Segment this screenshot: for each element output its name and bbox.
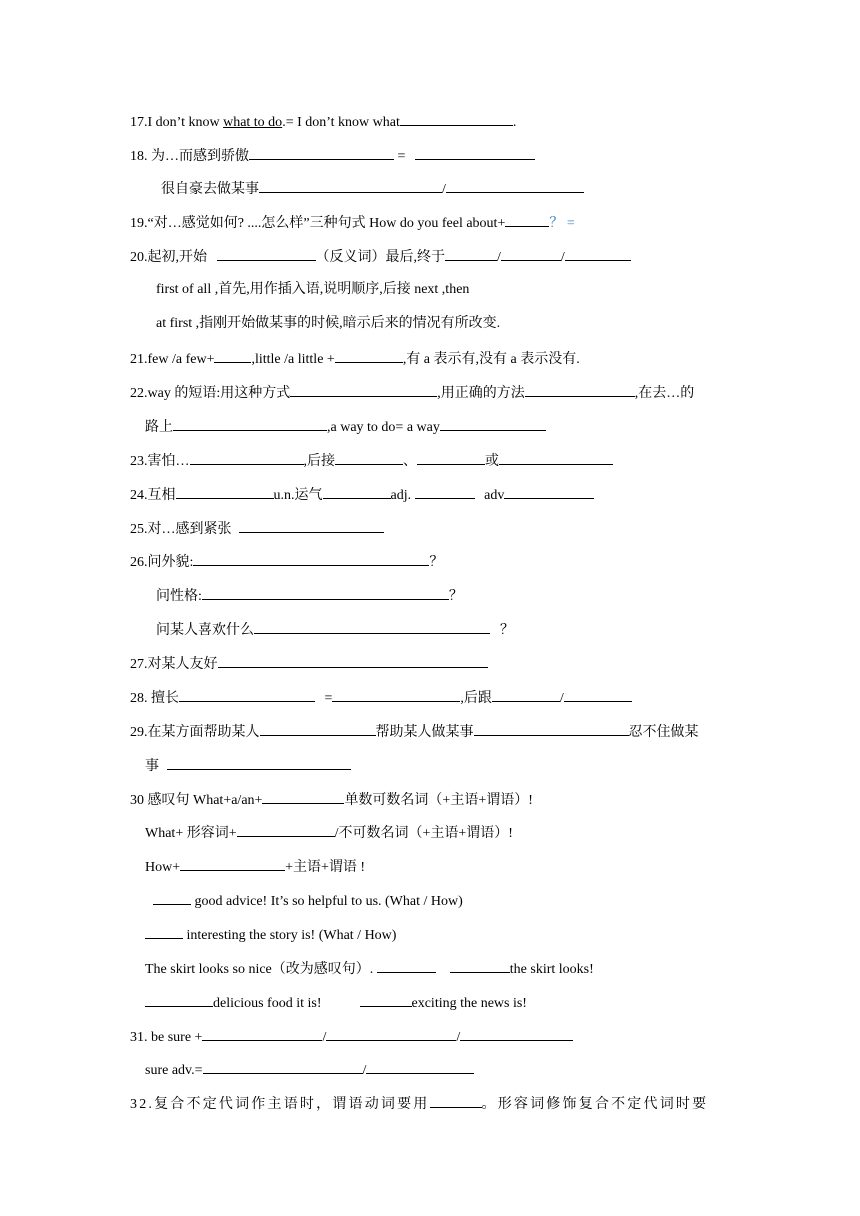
answer-blank[interactable] [202, 1025, 322, 1041]
answer-blank[interactable] [202, 584, 449, 600]
item-32: 32.复合不定代词作主语时，谓语动词要用 。形容词修饰复合不定代词时要 [130, 1092, 708, 1114]
answer-blank[interactable] [446, 177, 584, 193]
answer-blank[interactable] [360, 991, 412, 1007]
answer-blank[interactable] [564, 686, 632, 702]
answer-blank[interactable] [180, 855, 285, 871]
answer-blank[interactable] [504, 483, 594, 499]
item-29: 29.在某方面帮助某人 帮助某人做某事 忍不住做某 [130, 720, 699, 742]
item-18-sub: 很自豪去做某事 / [161, 177, 584, 199]
answer-blank[interactable] [145, 923, 183, 939]
underlined-phrase: what to do [223, 115, 283, 130]
item-23: 23.害怕… ,后接 、 或 [130, 449, 613, 471]
answer-blank[interactable] [193, 550, 429, 566]
answer-blank[interactable] [167, 754, 351, 770]
answer-blank[interactable] [153, 889, 191, 905]
answer-blank[interactable] [335, 347, 403, 363]
answer-blank[interactable] [237, 821, 335, 837]
answer-blank[interactable] [176, 483, 274, 499]
answer-blank[interactable] [501, 245, 561, 261]
item-21: 21.few /a few+ ,little /a little + ,有 a 表示有,没有 a 表示没有. [130, 347, 580, 369]
item-26: 26.问外貌: ？ [130, 550, 443, 572]
item-17: 17.I don’t know what to do.= I don’t know what . [130, 110, 516, 132]
item-22: 22.way 的短语:用这种方式 ,用正确的方法 ,在去…的 [130, 381, 694, 403]
answer-blank[interactable] [262, 788, 344, 804]
answer-blank[interactable] [254, 618, 490, 634]
answer-blank[interactable] [445, 245, 497, 261]
answer-blank[interactable] [145, 991, 213, 1007]
answer-blank[interactable] [249, 144, 394, 160]
answer-blank[interactable] [217, 245, 316, 261]
answer-blank[interactable] [440, 415, 546, 431]
answer-blank[interactable] [218, 652, 488, 668]
item-20-note1: first of all ,首先,用作插入语,说明顺序,后接 next ,then [156, 282, 470, 297]
answer-blank[interactable] [415, 144, 535, 160]
item-26-character: 问性格: ？ [156, 584, 463, 606]
item-31: 31. be sure + / / [130, 1025, 573, 1047]
answer-blank[interactable] [400, 110, 513, 126]
item-18: 18. 为…而感到骄傲 = [130, 144, 535, 166]
answer-blank[interactable] [335, 449, 403, 465]
answer-blank[interactable] [214, 347, 251, 363]
item-30: 30 感叹句 What+a/an+ 单数可数名词（+主语+谓语）! [130, 788, 533, 810]
item-20: 20.起初,开始 （反义词）最后,终于 / / [130, 245, 631, 267]
answer-blank[interactable] [525, 381, 635, 397]
answer-blank[interactable] [430, 1092, 482, 1108]
item-30-ex3: The skirt looks so nice（改为感叹句）. the skirt looks! [145, 957, 594, 979]
answer-blank[interactable] [499, 449, 613, 465]
item-19: 19.“对…感觉如何? ....怎么样”三种句式 How do you feel about+ ？ = [130, 211, 575, 233]
item-27: 27.对某人友好 [130, 652, 488, 674]
item-30-ex1: good advice! It’s so helpful to us. (What / How) [153, 889, 463, 911]
item-25: 25.对…感到紧张 [130, 517, 384, 539]
answer-blank[interactable] [492, 686, 560, 702]
answer-blank[interactable] [474, 720, 629, 736]
item-29-cont: 事 [145, 754, 351, 776]
answer-blank[interactable] [326, 1025, 456, 1041]
answer-blank[interactable] [323, 483, 391, 499]
answer-blank[interactable] [415, 483, 475, 499]
answer-blank[interactable] [505, 211, 549, 227]
answer-blank[interactable] [565, 245, 631, 261]
item-30-ex4: delicious food it is! exciting the news is! [145, 991, 527, 1013]
answer-blank[interactable] [332, 686, 460, 702]
item-number: 17. [130, 115, 148, 130]
answer-blank[interactable] [450, 957, 510, 973]
answer-blank[interactable] [260, 720, 376, 736]
answer-blank[interactable] [173, 415, 327, 431]
answer-blank[interactable] [259, 177, 442, 193]
item-28: 28. 擅长 = ,后跟 / [130, 686, 632, 708]
answer-blank[interactable] [179, 686, 315, 702]
answer-blank[interactable] [290, 381, 437, 397]
answer-blank[interactable] [460, 1025, 573, 1041]
answer-blank[interactable] [203, 1058, 363, 1074]
item-24: 24.互相 u.n.运气 adj. adv [130, 483, 594, 505]
item-20-note2: at first ,指刚开始做某事的时候,暗示后来的情况有所改变. [156, 316, 501, 331]
answer-blank[interactable] [417, 449, 485, 465]
item-30-how: How+ +主语+谓语 ! [145, 855, 365, 877]
answer-blank[interactable] [377, 957, 436, 973]
item-22-cont: 路上 ,a way to do= a way [145, 415, 546, 437]
item-30-ex2: interesting the story is! (What / How) [145, 923, 396, 945]
answer-blank[interactable] [190, 449, 304, 465]
item-30-what-uncountable: What+ 形容词+ /不可数名词（+主语+谓语）! [145, 821, 513, 843]
answer-blank[interactable] [239, 517, 384, 533]
answer-blank[interactable] [366, 1058, 474, 1074]
item-31-adv: sure adv.= / [145, 1058, 474, 1080]
item-26-likes: 问某人喜欢什么 ？ [156, 618, 514, 640]
